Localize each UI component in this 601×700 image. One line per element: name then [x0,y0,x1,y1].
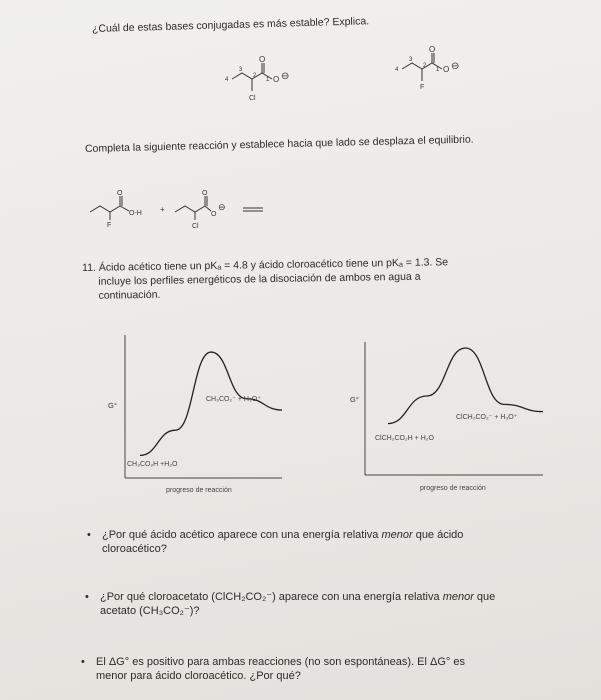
bullet-item-2: • ¿Por qué cloroacetato (ClCH₂CO₂⁻) aparece con una energía relativa menor que acetato (CH₃CO₂⁻)? [85,591,496,617]
energy-profile-chloroacetic [348,330,548,500]
bullet-dot: • [85,591,89,603]
question-11-line-3: continuación. [98,288,161,302]
annotation-reactants: CH₃CO₂H +H₂O [127,461,178,468]
carbon-number-1: 1 [436,67,440,73]
carbon-number-1: 1 [266,77,270,83]
bullet-dot: • [87,529,91,541]
question-2-text: Completa la siguiente reacción y establece hacia que lado se desplaza el equilibrio. [84,133,474,155]
y-axis-label: G° [350,395,359,404]
question-11-line-1: 11. Ácido acético tiene un pKₐ = 4.8 y ácido cloroacético tiene un pKₐ = 1.3. Se [82,256,449,274]
question-1-text: ¿Cuál de estas bases conjugadas es más estable? Explica. [91,15,370,35]
molecule-fluoro-carboxylate [392,43,502,98]
reaction-scheme [85,182,285,237]
annotation-products: ClCH₂CO₂⁻ + H₃O⁺ [456,414,518,421]
oxygen-label: O [429,45,436,54]
chloro-label: Cl [192,223,199,230]
carbon-number-2: 2 [423,63,427,69]
oxygen-label: O [211,211,217,218]
charge-symbol: ⊖ [218,202,226,212]
energy-profile-acetic [100,330,290,500]
hydroxyl-label: O-H [129,210,142,217]
carbon-number-2: 2 [253,73,257,79]
question-11-line-2: incluye los perfiles energéticos de la disociación de ambos en agua a [98,270,421,288]
oxygen-label: O [117,190,123,197]
fluoro-label: F [420,84,425,91]
question-11-text [82,255,449,302]
oxygen-label: O [259,55,266,64]
fluoro-label: F [107,222,112,229]
carbon-number-3: 3 [239,67,243,73]
y-axis-label: G° [108,401,117,410]
oxygen-label: O [273,75,280,84]
oxygen-label: O [443,65,450,74]
carbon-number-4: 4 [395,67,399,73]
bullet-dot: • [81,656,85,668]
bullet-item-1: • ¿Por qué ácido acético aparece con una energía relativa menor que ácido cloroacético? [87,529,464,555]
molecule-chloro-carboxylate [222,55,332,110]
oxygen-label: O [202,190,208,197]
chloro-label: Cl [249,95,256,102]
carbon-number-3: 3 [409,57,413,63]
x-axis-label: progreso de reacción [166,487,232,494]
x-axis-label: progreso de reacción [420,485,486,492]
charge-symbol: ⊖ [451,61,460,72]
bullet-item-3: • El ΔG° es positivo para ambas reacciones (no son espontáneas). El ΔG° es menor para ácido cloroacético. ¿Por qué? [81,656,465,682]
annotation-products: CH₃CO₂⁻ + H₃O⁺ [206,396,261,403]
carbon-number-4: 4 [225,77,229,83]
annotation-reactants: ClCH₂CO₂H + H₂O [375,435,434,442]
plus-sign: + [160,205,165,214]
series-line [140,352,282,455]
charge-symbol: ⊖ [281,71,290,82]
series-line [388,348,543,424]
